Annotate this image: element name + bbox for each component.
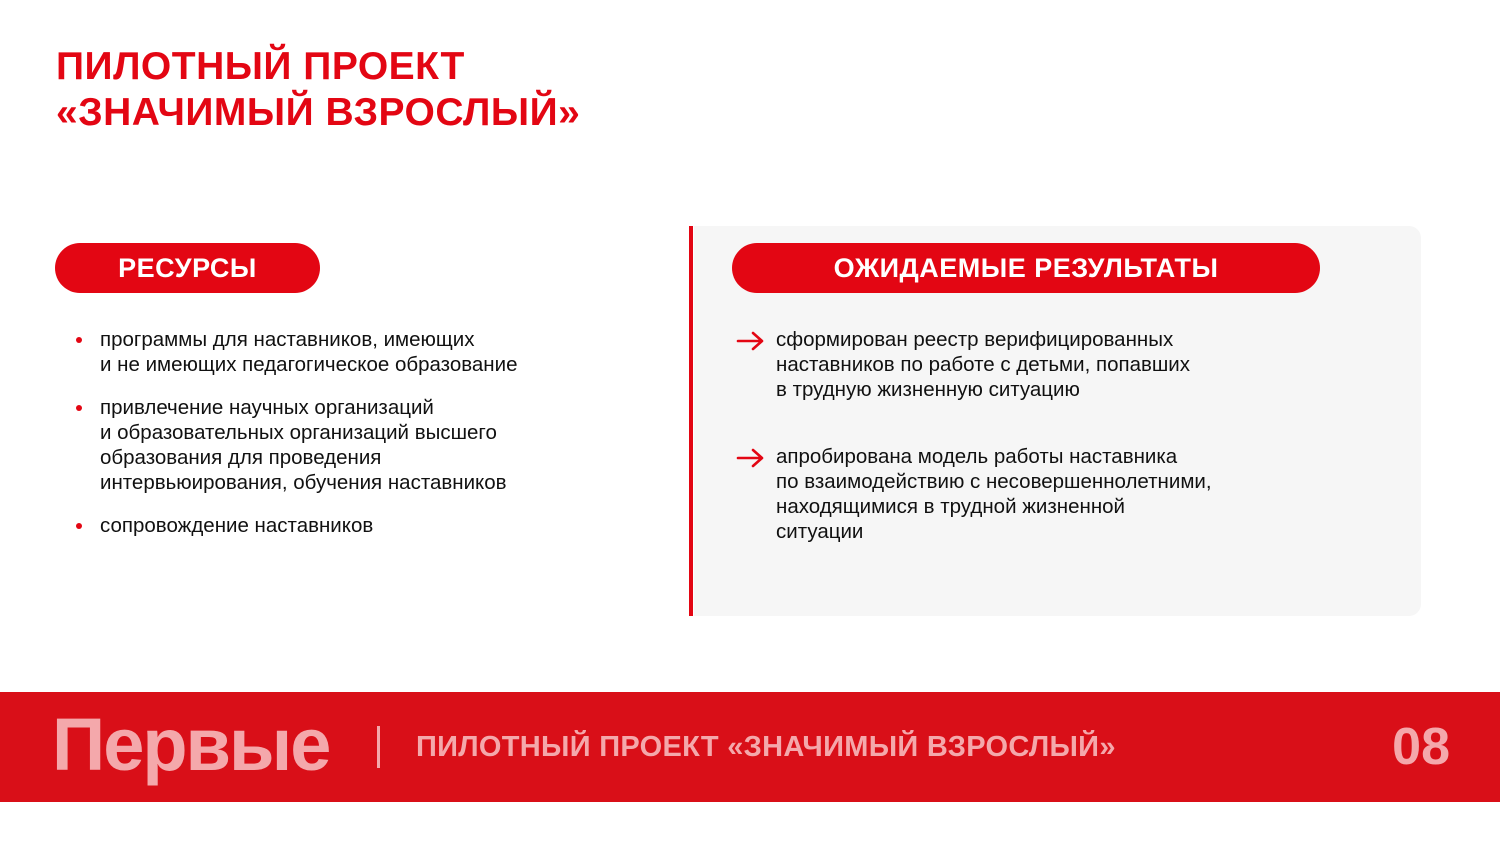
resources-list bbox=[74, 327, 634, 556]
list-item-line: и образовательных организаций высшего bbox=[100, 421, 497, 444]
page-title-line-1: ПИЛОТНЫЙ ПРОЕКТ bbox=[56, 45, 465, 88]
brand-logo: Первые bbox=[52, 703, 330, 786]
list-item bbox=[736, 327, 1336, 402]
list-item-line: в трудную жизненную ситуацию bbox=[776, 378, 1080, 401]
list-item-line: образования для проведения bbox=[100, 446, 382, 469]
list-item bbox=[74, 327, 634, 377]
footer-bar bbox=[0, 692, 1500, 802]
resources-heading-badge: РЕСУРСЫ bbox=[55, 243, 320, 293]
list-item-line: сопровождение наставников bbox=[100, 514, 374, 537]
list-item-line: сформирован реестр верифицированных bbox=[776, 328, 1174, 351]
page-title-line-2: «ЗНАЧИМЫЙ ВЗРОСЛЫЙ» bbox=[56, 91, 581, 134]
page-number: 08 bbox=[1392, 718, 1450, 776]
list-item-line: по взаимодействию с несовершеннолетними, bbox=[776, 470, 1212, 493]
page-title bbox=[56, 44, 580, 136]
arrow-right-icon bbox=[736, 447, 766, 469]
list-item bbox=[74, 395, 634, 495]
list-item bbox=[74, 513, 634, 538]
bullet-dot-icon bbox=[76, 337, 82, 343]
list-item-line: ситуации bbox=[776, 520, 864, 543]
results-list bbox=[736, 327, 1336, 586]
list-item-line: и не имеющих педагогическое образование bbox=[100, 353, 518, 376]
list-item-line: программы для наставников, имеющих bbox=[100, 328, 475, 351]
list-item-line: привлечение научных организаций bbox=[100, 396, 434, 419]
list-item bbox=[736, 444, 1336, 544]
results-heading-badge: ОЖИДАЕМЫЕ РЕЗУЛЬТАТЫ bbox=[732, 243, 1320, 293]
bullet-dot-icon bbox=[76, 523, 82, 529]
list-item-line: апробирована модель работы наставника bbox=[776, 445, 1178, 468]
list-item-line: интервьюирования, обучения наставников bbox=[100, 471, 507, 494]
bullet-dot-icon bbox=[76, 405, 82, 411]
list-item-line: находящимися в трудной жизненной bbox=[776, 495, 1125, 518]
arrow-right-icon bbox=[736, 330, 766, 352]
footer-title: ПИЛОТНЫЙ ПРОЕКТ «ЗНАЧИМЫЙ ВЗРОСЛЫЙ» bbox=[416, 731, 1116, 763]
list-item-line: наставников по работе с детьми, попавших bbox=[776, 353, 1191, 376]
footer-separator bbox=[377, 726, 380, 768]
column-divider bbox=[689, 226, 693, 616]
